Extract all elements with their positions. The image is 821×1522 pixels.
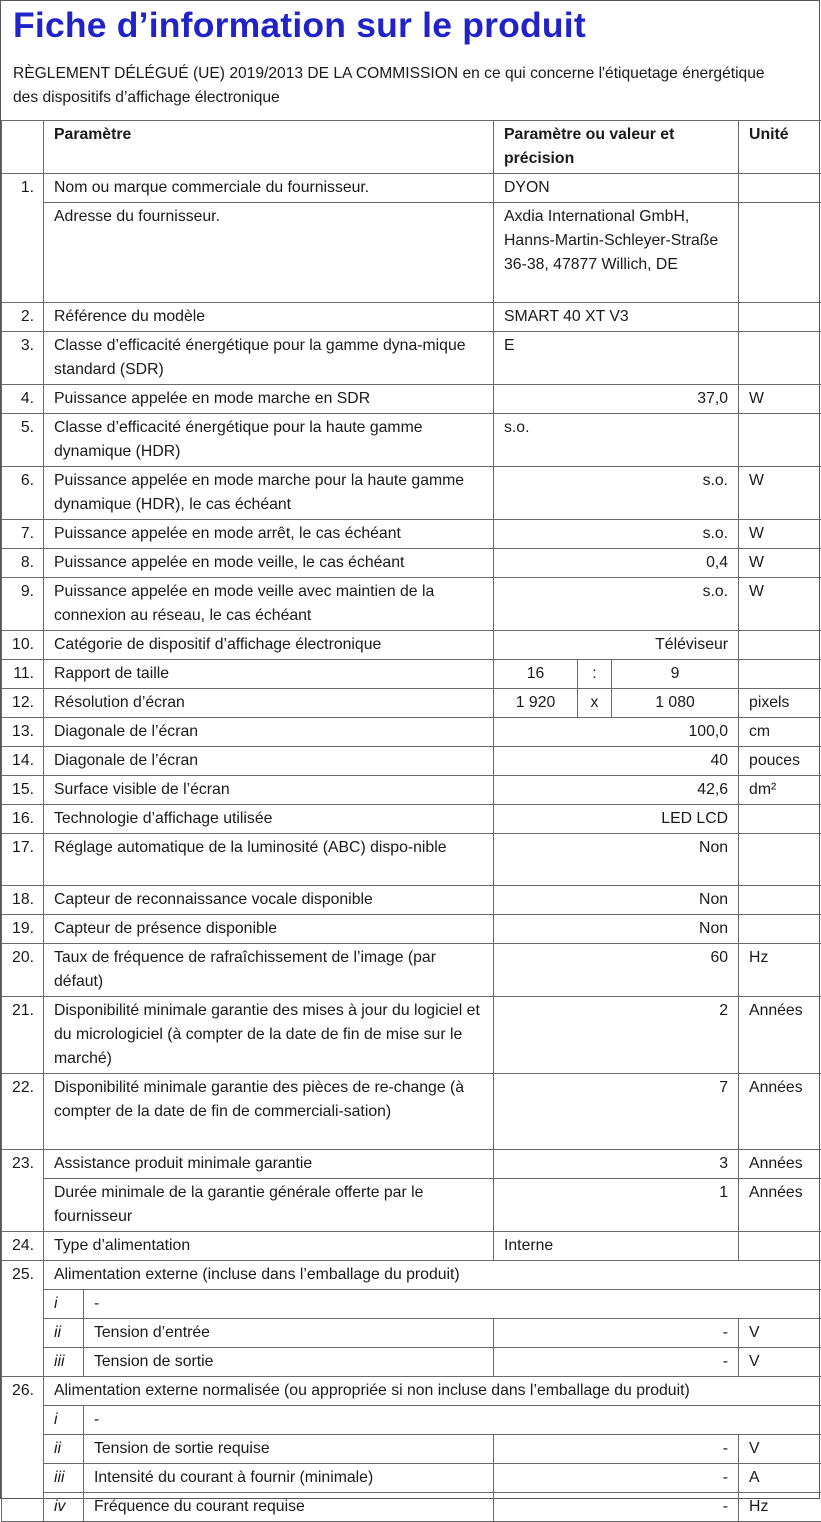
row-unit	[739, 805, 821, 834]
row-number: 19.	[2, 915, 44, 944]
sub-item-parameter: Tension d’entrée	[84, 1319, 494, 1348]
sub-item-label: i	[44, 1290, 84, 1319]
table-row	[2, 1493, 821, 1522]
sub-item-value: -	[494, 1435, 739, 1464]
table-row	[2, 1435, 821, 1464]
row-number: 13.	[2, 718, 44, 747]
row-unit	[739, 631, 821, 660]
row-unit	[739, 174, 821, 203]
table-row	[2, 549, 821, 578]
row-parameter: Puissance appelée en mode veille, le cas échéant	[44, 549, 494, 578]
row-value: LED LCD	[494, 805, 739, 834]
table-row	[2, 805, 821, 834]
sub-item-unit: V	[739, 1319, 821, 1348]
sub-item-parameter: -	[84, 1290, 821, 1319]
resolution-separator: x	[578, 689, 612, 718]
row-parameter: Référence du modèle	[44, 303, 494, 332]
table-row	[2, 303, 821, 332]
row-parameter: Puissance appelée en mode marche pour la haute gamme dynamique (HDR), le cas échéant	[44, 467, 494, 520]
sub-item-unit: V	[739, 1348, 821, 1377]
row-number: 7.	[2, 520, 44, 549]
row-value: s.o.	[494, 414, 739, 467]
sub-item-value: -	[494, 1348, 739, 1377]
sub-item-label: iii	[44, 1464, 84, 1493]
table-row	[2, 834, 821, 886]
sub-item-parameter: Fréquence du courant requise	[84, 1493, 494, 1522]
row-unit: W	[739, 385, 821, 414]
row-number: 14.	[2, 747, 44, 776]
row-parameter: Adresse du fournisseur.	[44, 203, 494, 303]
row-number: 26.	[2, 1377, 44, 1406]
table-row	[2, 578, 821, 631]
row-parameter: Durée minimale de la garantie générale offerte par le fournisseur	[44, 1179, 494, 1232]
table-row	[2, 1232, 821, 1261]
row-value: SMART 40 XT V3	[494, 303, 739, 332]
table-row	[2, 776, 821, 805]
row-value: Non	[494, 834, 739, 886]
sub-item-value: -	[494, 1464, 739, 1493]
row-unit	[739, 915, 821, 944]
row-number	[2, 203, 44, 303]
sub-item-label: iii	[44, 1348, 84, 1377]
row-number: 11.	[2, 660, 44, 689]
table-row	[2, 944, 821, 997]
table-row	[2, 747, 821, 776]
row-number: 2.	[2, 303, 44, 332]
row-unit: Années	[739, 997, 821, 1074]
sub-item-label: i	[44, 1406, 84, 1435]
row-parameter: Rapport de taille	[44, 660, 494, 689]
sub-item-unit: A	[739, 1464, 821, 1493]
table-row	[2, 174, 821, 203]
table-row	[2, 718, 821, 747]
row-parameter: Résolution d’écran	[44, 689, 494, 718]
sub-item-label: ii	[44, 1319, 84, 1348]
row-parameter: Puissance appelée en mode veille avec maintien de la connexion au réseau, le cas échéant	[44, 578, 494, 631]
table-header-row	[2, 121, 821, 174]
table-row	[2, 385, 821, 414]
row-parameter: Puissance appelée en mode marche en SDR	[44, 385, 494, 414]
row-unit	[739, 414, 821, 467]
page-title: Fiche d’information sur le produit	[13, 5, 586, 46]
row-number: 23.	[2, 1150, 44, 1179]
row-parameter: Réglage automatique de la luminosité (ABC) dispo-nible	[44, 834, 494, 886]
aspect-ratio-height: 9	[612, 660, 739, 689]
row-parameter: Disponibilité minimale garantie des mises à jour du logiciel et du micrologiciel (à compter de la date de fin de mise sur le marché)	[44, 997, 494, 1074]
row-parameter: Taux de fréquence de rafraîchissement de l’image (par défaut)	[44, 944, 494, 997]
row-parameter: Capteur de présence disponible	[44, 915, 494, 944]
header-number-cell	[2, 121, 44, 174]
header-unit: Unité	[739, 121, 821, 174]
row-value: 40	[494, 747, 739, 776]
sub-item-parameter: Intensité du courant à fournir (minimale)	[84, 1464, 494, 1493]
table-row	[2, 332, 821, 385]
row-unit	[739, 303, 821, 332]
row-parameter: Puissance appelée en mode arrêt, le cas échéant	[44, 520, 494, 549]
row-value: Téléviseur	[494, 631, 739, 660]
row-number: 1.	[2, 174, 44, 203]
row-unit: Hz	[739, 944, 821, 997]
table-row	[2, 1290, 821, 1319]
row-number: 18.	[2, 886, 44, 915]
row-unit	[739, 886, 821, 915]
row-number: 22.	[2, 1074, 44, 1150]
row-unit	[739, 660, 821, 689]
table-row	[2, 1150, 821, 1179]
table-row	[2, 1319, 821, 1348]
aspect-ratio-width: 16	[494, 660, 578, 689]
table-row	[2, 1074, 821, 1150]
table-row	[2, 1406, 821, 1435]
row-value: s.o.	[494, 467, 739, 520]
row-unit	[739, 332, 821, 385]
table-row	[2, 886, 821, 915]
row-unit: W	[739, 467, 821, 520]
table-row	[2, 1348, 821, 1377]
table-row	[2, 1261, 821, 1290]
sub-item-label: ii	[44, 1435, 84, 1464]
row-parameter: Catégorie de dispositif d’affichage électronique	[44, 631, 494, 660]
row-value: 42,6	[494, 776, 739, 805]
row-number: 16.	[2, 805, 44, 834]
regulation-subtitle: RÈGLEMENT DÉLÉGUÉ (UE) 2019/2013 DE LA COMMISSION en ce qui concerne l'étiquetage énergétique des dispositifs d’affichage électronique	[13, 62, 793, 110]
table-row	[2, 689, 821, 718]
row-number: 17.	[2, 834, 44, 886]
resolution-height: 1 080	[612, 689, 739, 718]
row-parameter: Disponibilité minimale garantie des pièces de re-change (à compter de la date de fin de commerciali-sation)	[44, 1074, 494, 1150]
row-unit: Années	[739, 1074, 821, 1150]
row-unit: dm²	[739, 776, 821, 805]
row-value: 7	[494, 1074, 739, 1150]
row-unit: W	[739, 549, 821, 578]
row-number: 15.	[2, 776, 44, 805]
row-parameter: Classe d’efficacité énergétique pour la haute gamme dynamique (HDR)	[44, 414, 494, 467]
table-row	[2, 414, 821, 467]
row-unit	[739, 834, 821, 886]
row-value: 2	[494, 997, 739, 1074]
table-row	[2, 1179, 821, 1232]
table-row	[2, 1377, 821, 1406]
table-row	[2, 520, 821, 549]
row-parameter: Assistance produit minimale garantie	[44, 1150, 494, 1179]
row-number: 8.	[2, 549, 44, 578]
sub-item-value: -	[494, 1493, 739, 1522]
row-number: 25.	[2, 1261, 44, 1290]
row-parameter: Diagonale de l’écran	[44, 747, 494, 776]
row-value: 37,0	[494, 385, 739, 414]
row-parameter: Surface visible de l’écran	[44, 776, 494, 805]
sub-item-value: -	[494, 1319, 739, 1348]
row-value: E	[494, 332, 739, 385]
row-parameter: Capteur de reconnaissance vocale disponible	[44, 886, 494, 915]
row-value: Axdia International GmbH, Hanns-Martin-Schleyer-Straße 36-38, 47877 Willich, DE	[494, 203, 739, 303]
row-unit: W	[739, 578, 821, 631]
table-row	[2, 467, 821, 520]
row-value: Interne	[494, 1232, 739, 1261]
row-value: Non	[494, 915, 739, 944]
row-parameter: Type d’alimentation	[44, 1232, 494, 1261]
row-parameter: Alimentation externe (incluse dans l’emballage du produit)	[44, 1261, 821, 1290]
row-number: 3.	[2, 332, 44, 385]
row-unit: pouces	[739, 747, 821, 776]
row-value: DYON	[494, 174, 739, 203]
row-number: 24.	[2, 1232, 44, 1261]
table-row	[2, 631, 821, 660]
table-row	[2, 1464, 821, 1493]
row-unit	[739, 203, 821, 303]
header-value: Paramètre ou valeur et précision	[494, 121, 739, 174]
row-value: Non	[494, 886, 739, 915]
row-number: 12.	[2, 689, 44, 718]
table-row	[2, 997, 821, 1074]
row-unit: cm	[739, 718, 821, 747]
row-parameter: Diagonale de l’écran	[44, 718, 494, 747]
sub-item-parameter: Tension de sortie	[84, 1348, 494, 1377]
row-number: 4.	[2, 385, 44, 414]
row-unit: W	[739, 520, 821, 549]
row-parameter: Nom ou marque commerciale du fournisseur.	[44, 174, 494, 203]
row-unit: Années	[739, 1150, 821, 1179]
aspect-ratio-separator: :	[578, 660, 612, 689]
row-number: 6.	[2, 467, 44, 520]
row-value: s.o.	[494, 578, 739, 631]
sub-item-unit: V	[739, 1435, 821, 1464]
row-number: 9.	[2, 578, 44, 631]
sub-item-parameter: Tension de sortie requise	[84, 1435, 494, 1464]
sub-item-parameter: -	[84, 1406, 821, 1435]
row-parameter: Classe d’efficacité énergétique pour la gamme dyna-mique standard (SDR)	[44, 332, 494, 385]
row-number	[2, 1179, 44, 1232]
row-number: 10.	[2, 631, 44, 660]
row-value: 60	[494, 944, 739, 997]
row-value: s.o.	[494, 520, 739, 549]
row-parameter: Alimentation externe normalisée (ou appropriée si non incluse dans l’emballage du produit)	[44, 1377, 821, 1406]
row-value: 100,0	[494, 718, 739, 747]
row-unit: pixels	[739, 689, 821, 718]
sub-item-unit: Hz	[739, 1493, 821, 1522]
row-unit	[739, 1232, 821, 1261]
row-value: 3	[494, 1150, 739, 1179]
product-information-table	[1, 120, 821, 1522]
header-parameter: Paramètre	[44, 121, 494, 174]
row-value: 1	[494, 1179, 739, 1232]
row-number: 20.	[2, 944, 44, 997]
row-number: 21.	[2, 997, 44, 1074]
resolution-width: 1 920	[494, 689, 578, 718]
table-row	[2, 203, 821, 303]
row-parameter: Technologie d’affichage utilisée	[44, 805, 494, 834]
row-number: 5.	[2, 414, 44, 467]
table-row	[2, 660, 821, 689]
table-row	[2, 915, 821, 944]
row-value: 0,4	[494, 549, 739, 578]
sub-item-label: iv	[44, 1493, 84, 1522]
row-unit: Années	[739, 1179, 821, 1232]
